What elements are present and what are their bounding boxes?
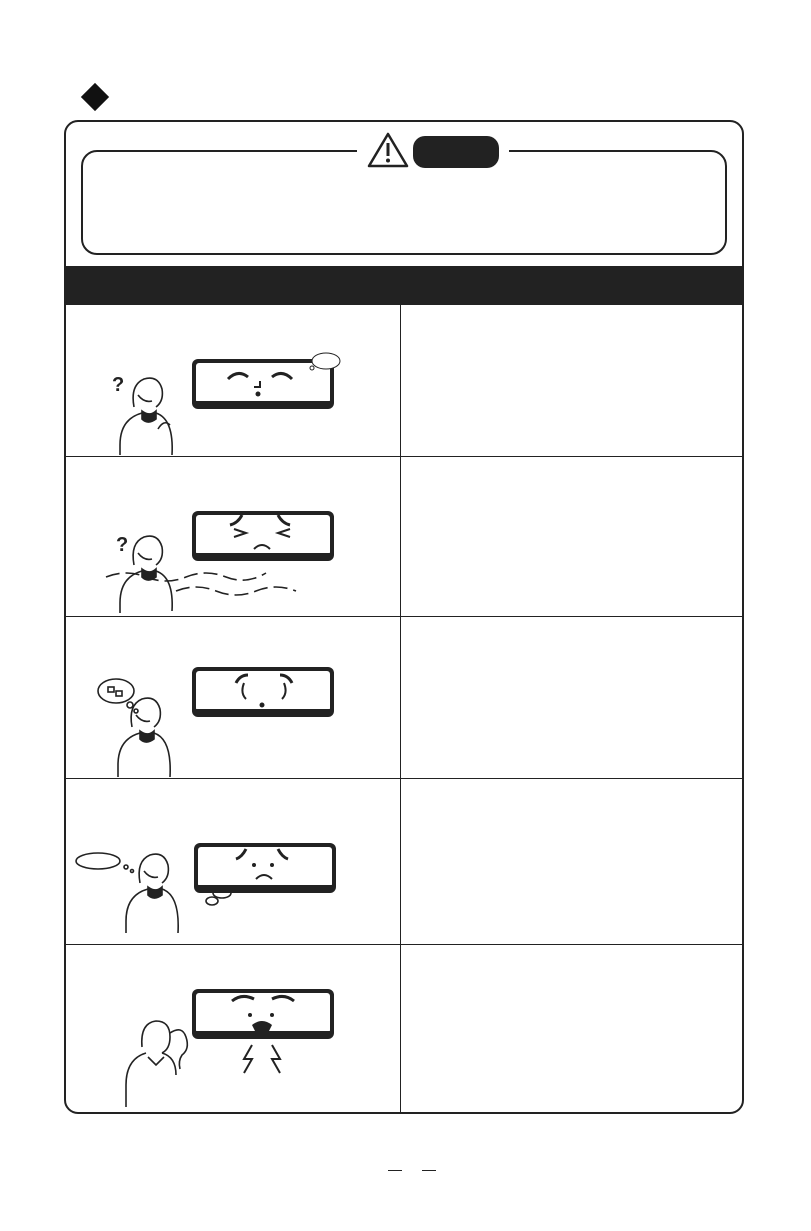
table-row	[66, 778, 742, 944]
table-header	[66, 266, 742, 304]
table-row	[66, 944, 742, 1114]
row-illustration	[66, 779, 400, 944]
warning-triangle-icon	[367, 132, 409, 168]
header-explanation	[414, 266, 724, 304]
row-illustration	[66, 457, 400, 616]
table-row	[66, 304, 742, 456]
row-illustration	[66, 305, 400, 456]
table-row	[66, 456, 742, 616]
section-marker-diamond-icon	[81, 83, 109, 111]
warning-box	[81, 150, 727, 255]
header-problem	[78, 266, 388, 304]
table-row	[66, 616, 742, 778]
question-mark-icon: ?	[112, 374, 125, 396]
warning-label	[413, 136, 499, 168]
row-illustration	[66, 617, 400, 778]
page-number-dash	[422, 1170, 436, 1171]
question-mark-icon: ?	[116, 534, 129, 556]
troubleshooting-panel	[64, 120, 744, 1114]
page-number-dash	[388, 1170, 402, 1171]
row-illustration	[66, 945, 400, 1114]
